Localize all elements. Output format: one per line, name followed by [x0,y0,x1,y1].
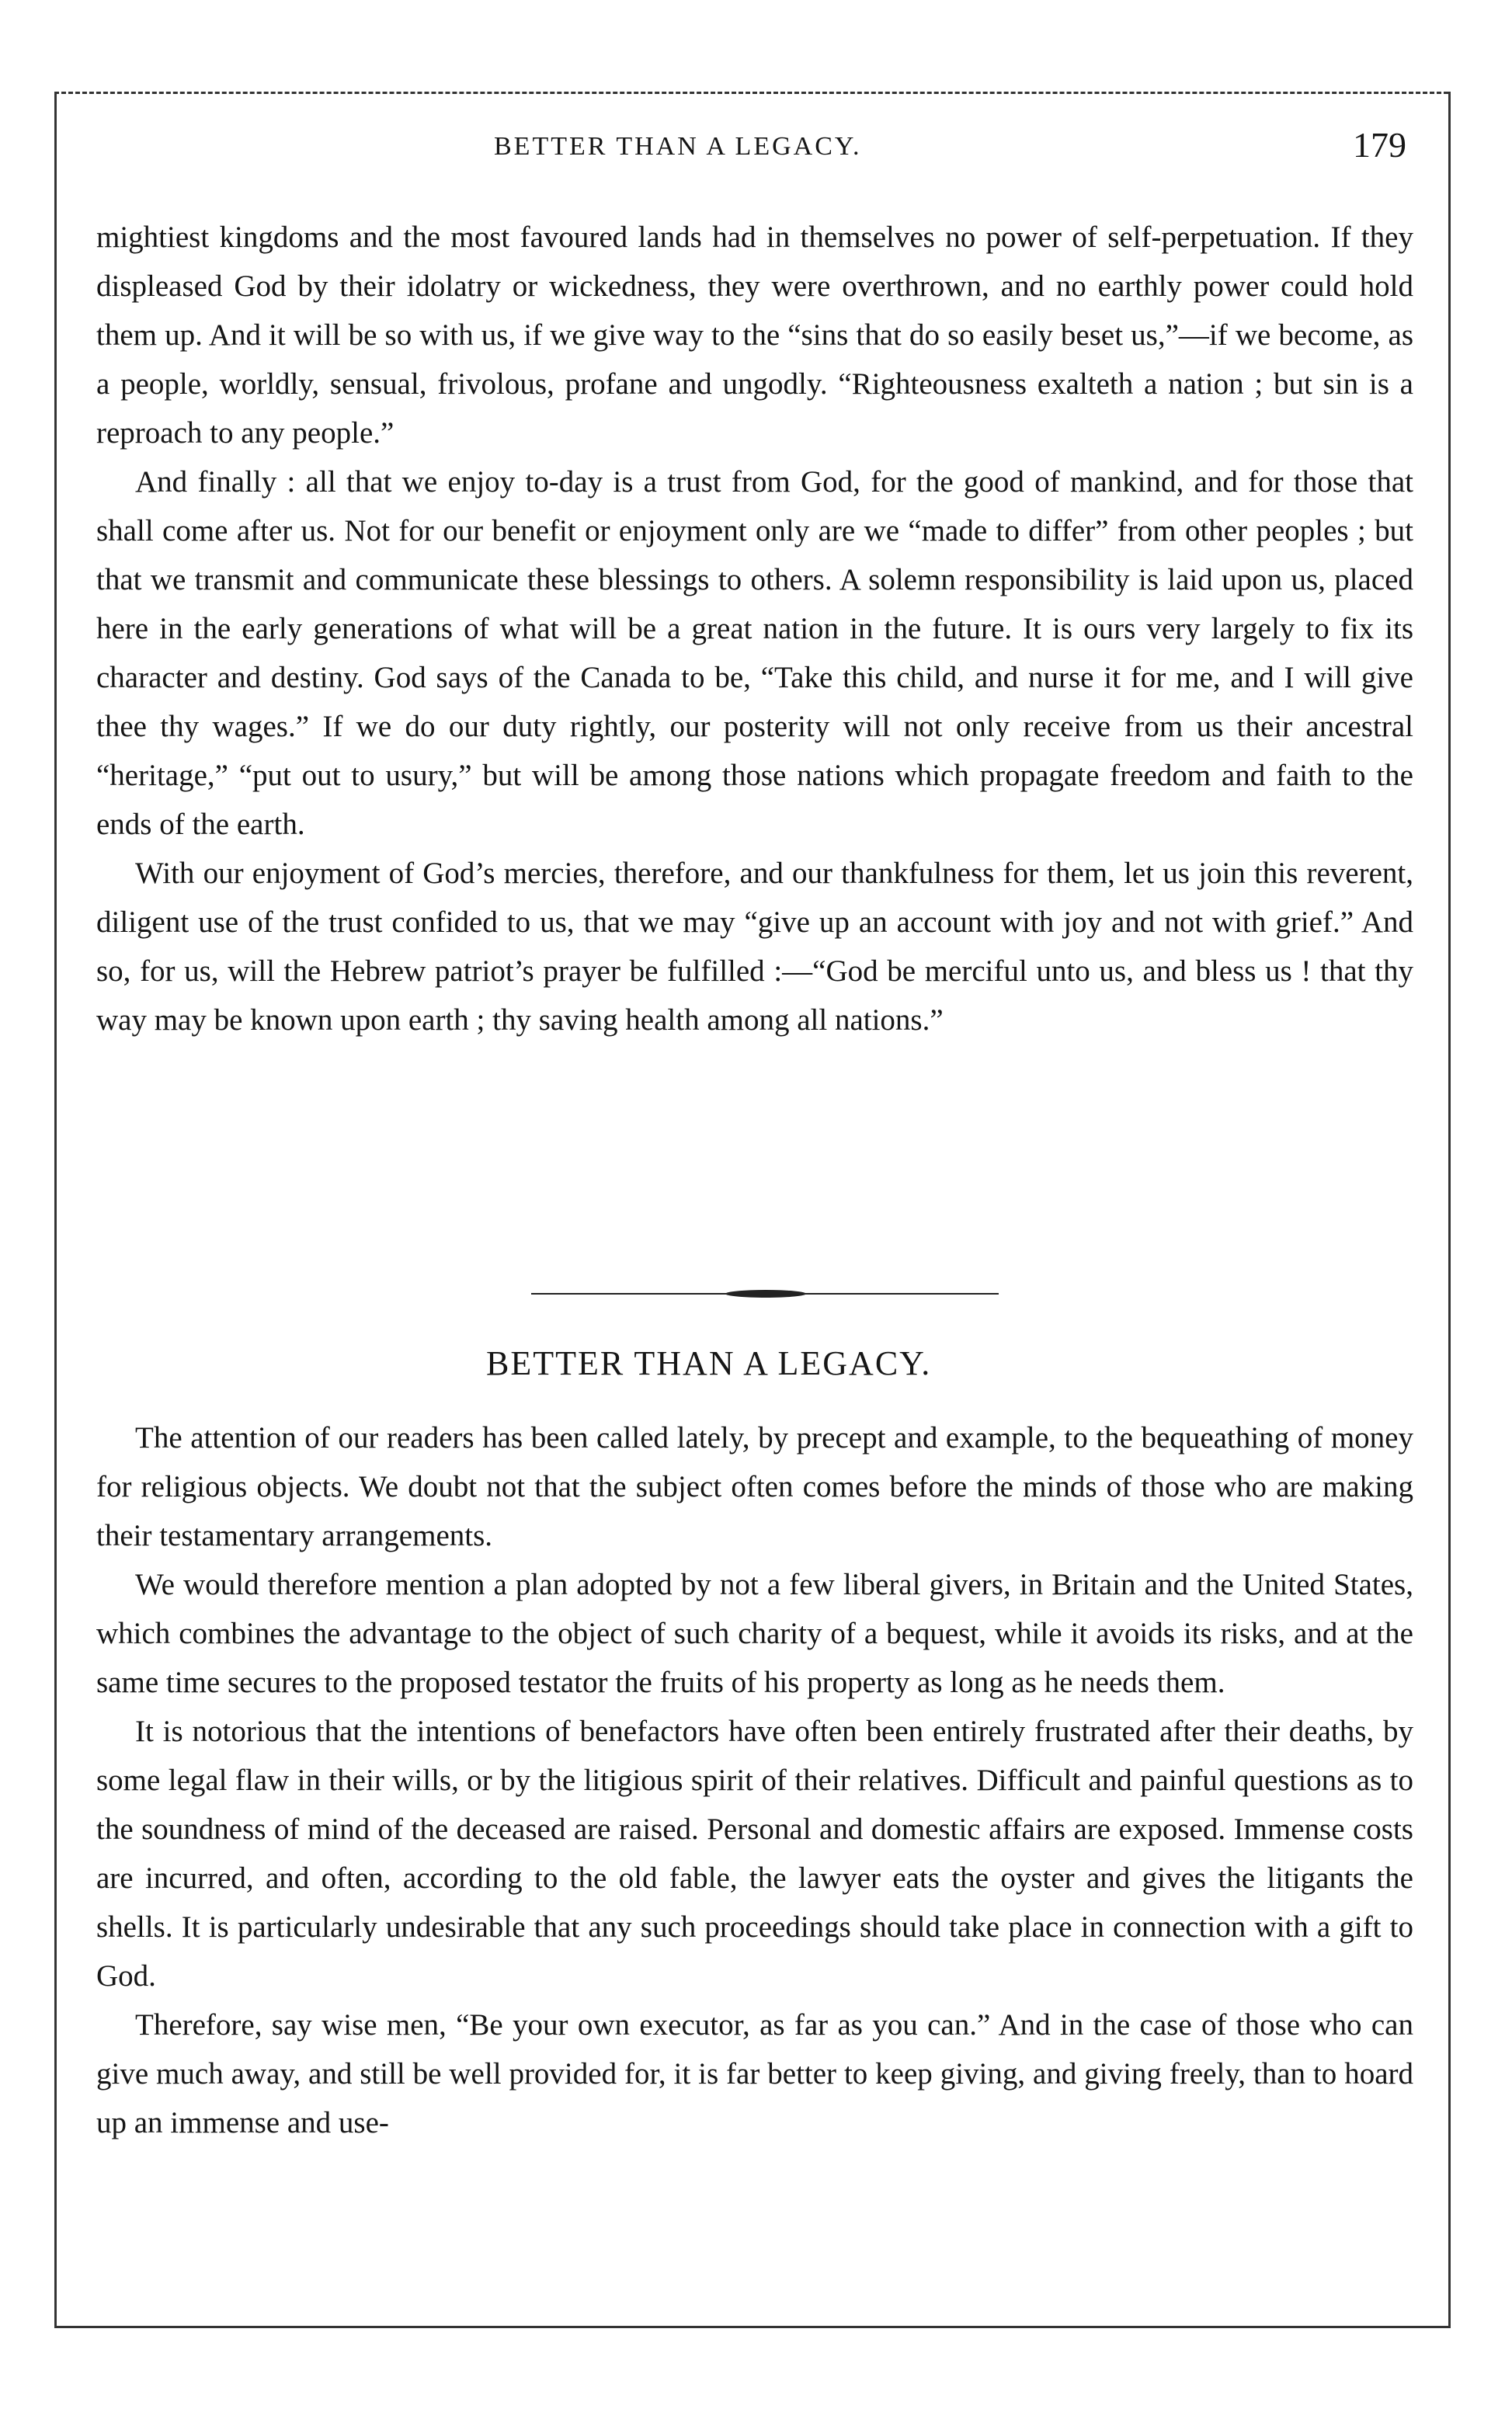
article-title: BETTER THAN A LEGACY. [486,1344,932,1382]
paragraph: We would therefore mention a plan adopted by not a few liberal givers, in Britain and the United States, which combines the advantage to the object of such charity of a bequest, while it avoids its risks, and at the same time secures to the proposed testator the fruits of his property as long as he needs them. [96,1568,1413,1699]
page-number: 179 [1353,125,1406,165]
paragraph-continued: mightiest kingdoms and the most favoured lands had in themselves no power of self-perpetuation. If they displeased God by their idolatry or wickedness, they were overthrown, and no earthly power could hold them up. And it will be so with us, if we give way to the “sins that do so easily beset us,”—if we become, as a people, worldly, sensual, frivolous, profane and ungodly. “Righteousness exalteth a nation ; but sin is a reproach to any people.” [96,221,1413,450]
bottom-border-rule [54,2326,1448,2328]
section-divider-ornament [531,1293,999,1295]
running-title: BETTER THAN A LEGACY. [494,132,862,161]
paragraph: And finally : all that we enjoy to-day is a trust from God, for the good of mankind, and for those that shall come after us. Not for our benefit or enjoyment only are we “made to differ” from other peoples ; but that we transmit and communicate these blessings to others. A solemn responsibility is laid upon us, placed here in the early generations of what will be a great nation in the future. It is ours very largely to fix its character and destiny. God says of the Canada to be, “Take this child, and nurse it for me, and I will give thee thy wages.” If we do our duty rightly, our posterity will not only receive from us their ancestral “heritage,” “put out to usury,” but will be among those nations which propagate freedom and faith to the ends of the earth. [96,465,1413,841]
paragraph: With our enjoyment of God’s mercies, therefore, and our thankfulness for them, let us join this reverent, diligent use of the trust confided to us, that we may “give up an account with joy and not with grief.” And so, for us, will the Hebrew patriot’s prayer be fulfilled :—“God be merciful unto us, and bless us ! that thy way may be known upon earth ; thy saving health among all nations.” [96,857,1413,1037]
previous-article-text [96,213,1413,1044]
article-body [96,1413,1413,2147]
paragraph: Therefore, say wise men, “Be your own executor, as far as you can.” And in the case of those who can give much away, and still be well provided for, it is far better to keep giving, and giving freely, than to hoard up an immense and use- [96,2008,1413,2139]
paragraph: It is notorious that the intentions of benefactors have often been entirely frustrated after their deaths, by some legal flaw in their wills, or by the litigious spirit of their relatives. Difficult and painful questions as to the soundness of mind of the deceased are raised. Personal and domestic affairs are exposed. Immense costs are incurred, and often, according to the old fable, the lawyer eats the oyster and gives the litigants the shells. It is particularly undesirable that any such proceedings should take place in connection with a gift to God. [96,1715,1413,1993]
paragraph: The attention of our readers has been called lately, by precept and example, to the bequeathing of money for religious objects. We doubt not that the subject often comes before the minds of those who are making their testamentary arrangements. [96,1421,1413,1552]
